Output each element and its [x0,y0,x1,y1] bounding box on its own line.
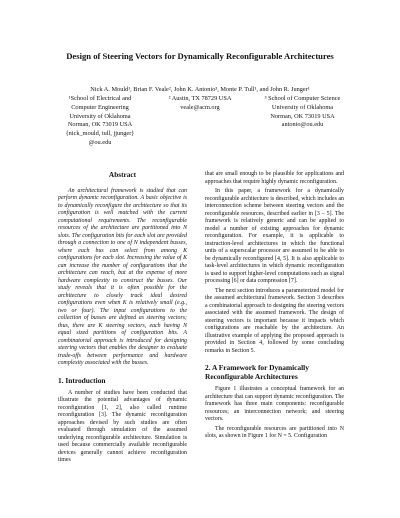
affiliation-line: Norman, OK 73019 USA [67,121,133,129]
affiliation-line: ³ School of Computer Science [264,95,341,102]
body-paragraph: The next section introduces a parameterized model for the assumed architectural framework. Section 3 describes a combinatorial approach to designing the steering vectors associated with the assumed framework. The design of steering vectors is important because it impacts which configurations are reachable by the architecture. An illustrative example of applying the proposed approach is provided in Section 4, followed by some concluding remarks in Section 5. [205,287,344,354]
section-heading-framework: 2. A Framework for Dynamically Reconfigurable Architectures [205,363,309,381]
abstract-text: An architectural framework is studied that can perform dynamic reconfiguration. A basic objective is to dynamically reconfigure the architecture so that its configuration is well matched with the current computational requirements. The reconfigurable resources of the architecture are partitioned into N slots. The configuration bits for each slot are provided through a connection to one of N independent busses, where each bus can select from among K configurations for each slot. Increasing the value of K can increase the number of configurations that the architecture can reach, but at the expense of more hardware complexity to construct the busses. Our study reveals that it is often possible for the architecture to closely track ideal desired configurations even when K is relatively small (e.g., two or four). The input configurations to the collection of busses are defined as steering vectors; thus, there are K steering vectors, each having N equal sized partitions of configuration bits. A combinatorial approach is introduced for designing steering vectors that enables the designer to evaluate trade-offs between performance and hardware complexity associated with the busses. [58,187,187,366]
author-list: Nick A. Mould¹, Brian F. Veale², John K. Antonio³, Monte P. Tull¹, and John R. Junger¹ [90,86,310,93]
body-paragraph: The reconfigurable resources are partitioned into N slots, as shown in Figure 1 for N = 5. Configuration [205,425,344,439]
affiliation-email: @ou.edu [88,138,112,146]
left-column [58,171,187,467]
affiliation-line: ² Austin, TX 78729 USA [168,95,232,102]
abstract-heading: Abstract [108,170,137,179]
affiliation-line: University of Oklahoma [69,112,131,120]
section-heading-introduction: 1. Introduction [58,375,106,385]
affiliation-line: Computer Engineering [71,103,129,111]
affiliation-email: {nick_mould, tull, jjunger} [65,130,135,138]
paper-title: Design of Steering Vectors for Dynamically Reconfigurable Architectures [66,51,334,61]
right-column [205,171,344,443]
affiliation-line: Norman, OK 73019 USA [270,112,335,120]
affiliation-block-3 [240,95,365,130]
affiliation-email: veale@acm.org [180,103,220,111]
body-paragraph: Figure 1 illustrates a conceptual framework for an architecture that can support dynamic reconfiguration. The framework has three main components: reconfigurable resources; an interconnection network; and steering vectors. [205,386,344,422]
introduction-paragraph: A number of studies have been conducted that illustrate the potential advantages of dynamic reconfiguration [1, 2], also called runtime reconfiguration [3]. The dynamic reconfiguration approaches devised by such studies are often evaluated through simulation of the assumed underlying reconfigurable architecture. Simulation is used because commercially available reconfigurable devices generally cannot achieve reconfiguration times [58,389,187,463]
body-paragraph: that are small enough to be plausible for applications and approaches that require highly dynamic reconfiguration. [205,171,344,185]
affiliation-line: University of Oklahoma [271,103,334,111]
affiliation-email: antonio@ou.edu [281,121,324,129]
affiliation-line: ¹School of Electrical and [68,95,132,102]
affiliation-block-1 [40,95,160,148]
affiliation-block-2 [155,95,245,113]
body-paragraph: In this paper, a framework for a dynamically reconfigurable architecture is described, which includes an interconnection scheme between steering vectors and the reconfigurable resources, described earlier in [3 – 5]. The framework is relatively generic and can be applied to model a number of existing approaches for dynamic reconfiguration. For example, it is applicable to instruction-level architectures in which the functional units of a superscalar processor are assumed to be able to be dynamically reconfigured [4, 5]. It is also applicable to task-level architectures in which dynamic reconfiguration is used to support higher-level computations such as signal processing [6] or data compression [7]. [205,188,344,284]
